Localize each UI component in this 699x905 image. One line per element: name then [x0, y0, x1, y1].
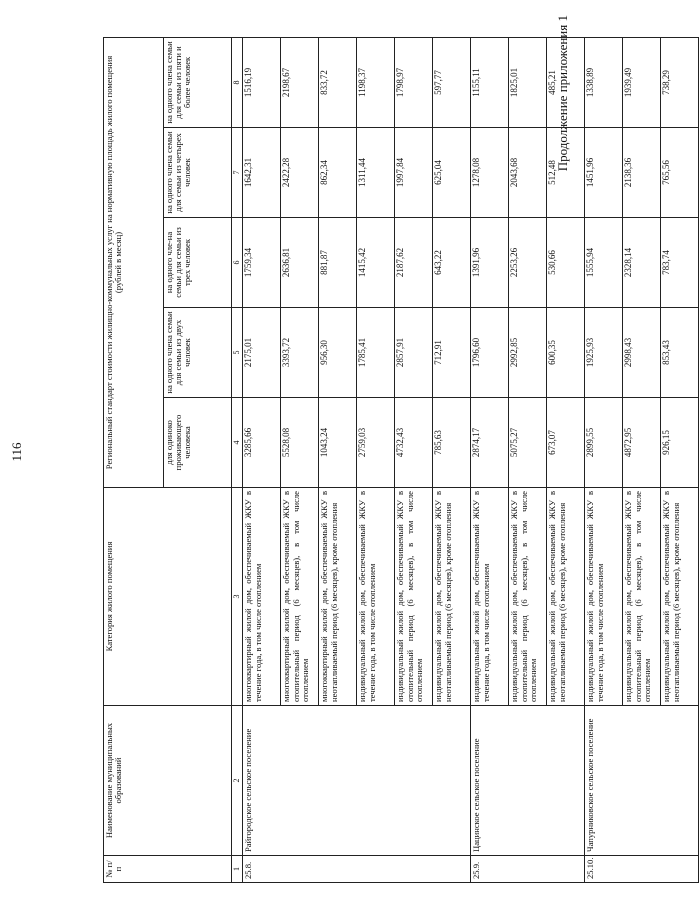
standard-value: 712,91	[433, 308, 471, 398]
standard-value: 3393,72	[281, 308, 319, 398]
col-number: 1	[232, 856, 243, 883]
standard-value: 1825,01	[509, 37, 547, 127]
standard-value: 1785,41	[357, 308, 395, 398]
standard-value: 5528,08	[281, 398, 319, 488]
standard-value: 597,77	[433, 37, 471, 127]
housing-category: индивидуальный жилой дом, обеспечиваемый ЖКУ в отопительный период (6 месяцев), в том числе отоплением	[509, 488, 547, 706]
col-number: 8	[232, 37, 243, 127]
standard-value: 1759,34	[243, 218, 281, 308]
housing-category: многоквартирный жилой дом, обеспечиваемый ЖКУ в неотапливаемый период (6 месяцев), кроме отопления	[319, 488, 357, 706]
standard-value: 2138,36	[623, 128, 661, 218]
housing-category: индивидуальный жилой дом, обеспечиваемый ЖКУ в отопительный период (6 месяцев), в том числе отоплением	[395, 488, 433, 706]
municipality-name: Цацинское сельское поселение	[471, 706, 585, 856]
header-municipality: Наименование муниципальных образований	[104, 706, 232, 856]
standard-value: 673,07	[547, 398, 585, 488]
standard-value: 3285,66	[243, 398, 281, 488]
standard-value: 926,15	[661, 398, 699, 488]
table-row	[243, 37, 281, 882]
standard-value: 1642,31	[243, 128, 281, 218]
standard-value: 2636,81	[281, 218, 319, 308]
standard-value: 2328,14	[623, 218, 661, 308]
standard-value: 2422,28	[281, 128, 319, 218]
standard-value: 1798,97	[395, 37, 433, 127]
housing-category: индивидуальный жилой дом, обеспечиваемый ЖКУ в неотапливаемый период (6 месяцев), кроме отопления	[547, 488, 585, 706]
standard-value: 1925,93	[585, 308, 623, 398]
appendix-title: Продолжение приложения 1	[555, 15, 570, 172]
standard-value: 512,48	[547, 128, 585, 218]
standard-value: 1198,37	[357, 37, 395, 127]
standard-value: 2874,17	[471, 398, 509, 488]
table-row	[471, 37, 509, 882]
standard-value: 1311,44	[357, 128, 395, 218]
standard-value: 1391,96	[471, 218, 509, 308]
standard-value: 956,30	[319, 308, 357, 398]
standard-value: 485,21	[547, 37, 585, 127]
housing-category: многоквартирный жилой дом, обеспечиваемый ЖКУ в течение года, в том числе отоплением	[243, 488, 281, 706]
standard-value: 1516,19	[243, 37, 281, 127]
standard-value: 1997,84	[395, 128, 433, 218]
standards-table	[103, 37, 699, 883]
standard-value: 4872,95	[623, 398, 661, 488]
header-sub-2: на одного члена семьи для семьи из двух человек	[164, 308, 232, 398]
standard-value: 530,66	[547, 218, 585, 308]
header-sub-4: на одного члена семьи для семьи из четырех человек	[164, 128, 232, 218]
standard-value: 783,74	[661, 218, 699, 308]
standard-value: 600,35	[547, 308, 585, 398]
municipality-name: Райгородское сельское поселение	[243, 706, 471, 856]
col-number: 2	[232, 706, 243, 856]
standard-value: 1451,96	[585, 128, 623, 218]
standard-value: 2043,68	[509, 128, 547, 218]
header-category: Категория жилого помещения	[104, 488, 232, 706]
housing-category: индивидуальный жилой дом, обеспечиваемый ЖКУ в течение года, в том числе отоплением	[357, 488, 395, 706]
table-body	[243, 37, 699, 882]
standard-value: 2998,43	[623, 308, 661, 398]
standard-value: 2175,01	[243, 308, 281, 398]
standard-value: 1338,89	[585, 37, 623, 127]
housing-category: индивидуальный жилой дом, обеспечиваемый ЖКУ в течение года, в том числе отоплением	[585, 488, 623, 706]
col-number: 4	[232, 398, 243, 488]
row-number: 25.9.	[471, 856, 585, 883]
housing-category: индивидуальный жилой дом, обеспечиваемый ЖКУ в неотапливаемый период (6 месяцев), кроме отопления	[661, 488, 699, 706]
municipality-name: Чапурниковское сельское поселение	[585, 706, 699, 856]
header-sub-1: для одиноко проживающего человека	[164, 398, 232, 488]
page-number: 116	[9, 442, 24, 462]
housing-category: индивидуальный жилой дом, обеспечиваемый ЖКУ в отопительный период (6 месяцев), в том числе отоплением	[623, 488, 661, 706]
header-sub-5: на одного члена семьи для семьи из пяти и более человек	[164, 37, 232, 127]
standard-value: 2187,62	[395, 218, 433, 308]
col-number: 6	[232, 218, 243, 308]
standard-value: 1043,24	[319, 398, 357, 488]
standard-value: 1278,08	[471, 128, 509, 218]
standard-value: 5075,27	[509, 398, 547, 488]
standard-value: 862,34	[319, 128, 357, 218]
standard-value: 1415,42	[357, 218, 395, 308]
standard-value: 738,29	[661, 37, 699, 127]
housing-category: многоквартирный жилой дом, обеспечиваемый ЖКУ в отопительный период (6 месяцев), в том числе отоплением	[281, 488, 319, 706]
row-number: 25.10.	[585, 856, 699, 883]
standard-value: 2992,85	[509, 308, 547, 398]
col-number: 5	[232, 308, 243, 398]
header-standard: Региональный стандарт стоимости жилищно-коммунальных услуг на нормативную площадь жилого помещения (рублей в месяц)	[104, 37, 164, 487]
standard-value: 2253,26	[509, 218, 547, 308]
col-number: 3	[232, 488, 243, 706]
standard-value: 2899,55	[585, 398, 623, 488]
standard-value: 625,04	[433, 128, 471, 218]
standard-value: 643,22	[433, 218, 471, 308]
header-sub-3: на одного чле-на семьи для семьи из трех человек	[164, 218, 232, 308]
row-number: 25.8.	[243, 856, 471, 883]
standard-value: 881,87	[319, 218, 357, 308]
column-number-row	[232, 37, 243, 882]
standard-value: 785,63	[433, 398, 471, 488]
col-number: 7	[232, 128, 243, 218]
standard-value: 2857,91	[395, 308, 433, 398]
table-row	[585, 37, 623, 882]
standard-value: 2198,67	[281, 37, 319, 127]
standard-value: 1796,60	[471, 308, 509, 398]
standard-value: 1939,49	[623, 37, 661, 127]
header-num: № п/п	[104, 856, 232, 883]
standard-value: 853,43	[661, 308, 699, 398]
standard-value: 4732,43	[395, 398, 433, 488]
housing-category: индивидуальный жилой дом, обеспечиваемый ЖКУ в течение года, в том числе отоплением	[471, 488, 509, 706]
standard-value: 765,56	[661, 128, 699, 218]
standard-value: 1155,11	[471, 37, 509, 127]
standard-value: 2759,03	[357, 398, 395, 488]
housing-category: индивидуальный жилой дом, обеспечиваемый ЖКУ в неотапливаемый период (6 месяцев), кроме отопления	[433, 488, 471, 706]
standard-value: 833,72	[319, 37, 357, 127]
standard-value: 1555,94	[585, 218, 623, 308]
